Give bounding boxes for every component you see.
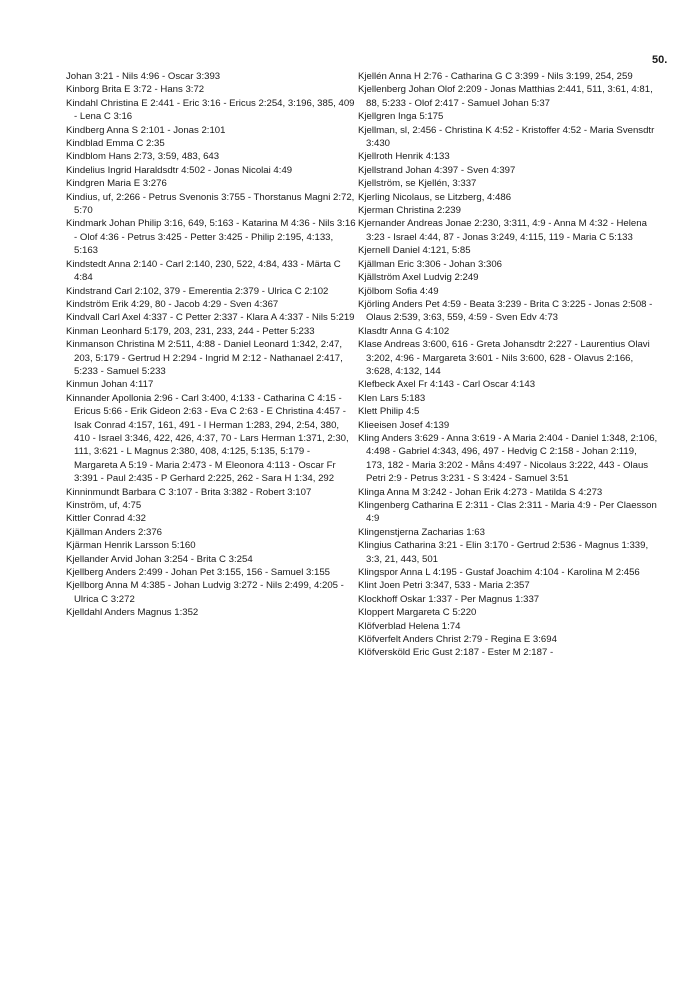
index-entry: Klingenberg Catharina E 2:311 - Clas 2:311 - Maria 4:9 - Per Claesson 4:9	[358, 500, 657, 525]
index-entry: Kjellander Arvid Johan 3:254 - Brita C 3:254	[66, 553, 253, 565]
index-entry: Klinga Anna M 3:242 - Johan Erik 4:273 - Matilda S 4:273	[358, 486, 603, 498]
index-entry: Klefbeck Axel Fr 4:143 - Carl Oscar 4:143	[358, 379, 536, 391]
index-entry: Kinström, uf, 4:75	[66, 500, 142, 511]
index-entry: Kloppert Margareta C 5:220	[358, 607, 477, 619]
index-entry: Kinnander Apollonia 2:96 - Carl 3:400, 4:133 - Catharina C 4:15 - Ericus 5:66 - Erik Gideon 2:63 - Eva C 2:63 - E Christina 4:457 - Isak Conrad 4:157, 161, 491 - I Herman 1:283, 294, 2:54, 380, 410 - Israel 3:346, 422, 426, 4:37, 70 - Lars Herman 1:371, 2:30, 111, 3:621 - L Magnus 2:380, 408, 4:125, 5:135, 5:179 - Margareta A 5:19 - Maria 2:473 - M Eleonora 4:113 - Oscar Fr 3:391 - Paul 2:435 - P Gerhard 2:225, 262 - Sara H 1:34, 292	[66, 392, 349, 485]
index-entry: Kindius, uf, 2:266 - Petrus Svenonis 3:755 - Thorstanus Magni 2:72, 5:70	[66, 191, 355, 217]
index-entry: Kjellberg Anders 2:499 - Johan Pet 3:155, 156 - Samuel 3:155	[66, 567, 331, 579]
index-entry: Kjällman Anders 2:376	[66, 526, 162, 538]
index-entry: Kjellroth Henrik 4:133	[358, 151, 450, 163]
index-entry: Klasdtr Anna G 4:102	[358, 325, 450, 337]
index-entry: Kjellstrand Johan 4:397 - Sven 4:397	[358, 164, 516, 176]
page-number: 50.	[652, 54, 668, 66]
index-entry: Kjellström, se Kjellén, 3:337	[358, 178, 477, 190]
index-entry: Kindblom Hans 2:73, 3:59, 483, 643	[66, 151, 220, 163]
index-column-left	[66, 70, 356, 620]
index-entry: Kling Anders 3:629 - Anna 3:619 - A Maria 2:404 - Daniel 1:348, 2:106, 4:498 - Gabriel 4:343, 496, 497 - Hedvig C 2:158 - Johan 2:119, 173, 182 - Maria 3:202 - Måns 4:497 - Nicolaus 3:222, 443 - Olaus Petri 2:9 - Petrus 3:231 - S 3:424 - Samuel 3:51	[358, 432, 658, 485]
index-entry: Klöfverfelt Anders Christ 2:79 - Regina E 3:694	[358, 634, 557, 646]
index-entry: Kjelldahl Anders Magnus 1:352	[66, 607, 199, 619]
index-entry: Kindgren Maria E 3:276	[66, 178, 167, 190]
index-entry: Klingius Catharina 3:21 - Elin 3:170 - Gertrud 2:536 - Magnus 1:339, 3:3, 21, 443, 501	[358, 540, 649, 565]
index-entry: Kjellén Anna H 2:76 - Catharina G C 3:399 - Nils 3:199, 254, 259	[358, 71, 633, 82]
index-entry: Klöfversköld Eric Gust 2:187 - Ester M 2:187 -	[358, 647, 554, 659]
index-column-right	[358, 70, 658, 660]
index-entry: Kinmun Johan 4:117	[66, 379, 154, 391]
index-entry: Kindelius Ingrid Haraldsdtr 4:502 - Jonas Nicolai 4:49	[66, 164, 293, 176]
index-entry: Kindblad Emma C 2:35	[66, 138, 165, 150]
index-entry: Johan 3:21 - Nils 4:96 - Oscar 3:393	[66, 71, 221, 82]
index-entry: Kinmanson Christina M 2:511, 4:88 - Daniel Leonard 1:342, 2:47, 203, 5:179 - Gertrud H 2:294 - Ingrid M 2:12 - Nathanael 2:417, 5:233 - Samuel 5:233	[66, 339, 343, 377]
index-entry: Kjärman Henrik Larsson 5:160	[66, 540, 196, 552]
index-entry: Kindmark Johan Philip 3:16, 649, 5:163 - Katarina M 4:36 - Nils 3:16 - Olof 4:36 - Petrus 3:425 - Petter 3:425 - Philip 2:195, 4:133, 5:163	[66, 218, 356, 257]
index-entry: Kjällman Eric 3:306 - Johan 3:306	[358, 258, 502, 270]
index-entry: Kittler Conrad 4:32	[66, 513, 146, 525]
index-entry: Kjällström Axel Ludvig 2:249	[358, 272, 479, 284]
index-entry: Klieeisen Josef 4:139	[358, 419, 450, 431]
index-entry: Klingenstjerna Zacharias 1:63	[358, 526, 485, 538]
index-entry: Kjölbom Sofia 4:49	[358, 285, 439, 297]
index-entry: Klöfverblad Helena 1:74	[358, 620, 461, 632]
index-entry: Klett Philip 4:5	[358, 406, 420, 418]
index-entry: Klase Andreas 3:600, 616 - Greta Johansdtr 2:227 - Laurentius Olavi 3:202, 4:96 - Margareta 3:601 - Nils 3:600, 628 - Olavus 2:166, 3:628, 4:132, 144	[358, 339, 650, 377]
index-entry: Kindström Erik 4:29, 80 - Jacob 4:29 - Sven 4:367	[66, 298, 279, 310]
index-entry: Kindahl Christina E 2:441 - Eric 3:16 - Ericus 2:254, 3:196, 385, 409 - Lena C 3:16	[66, 97, 355, 123]
index-entry: Kjellman, sl, 2:456 - Christina K 4:52 - Kristoffer 4:52 - Maria Svensdtr 3:430	[358, 124, 655, 150]
index-entry: Klingspor Anna L 4:195 - Gustaf Joachim 4:104 - Karolina M 2:456	[358, 567, 640, 579]
index-entry: Kindvall Carl Axel 4:337 - C Petter 2:337 - Klara A 4:337 - Nils 5:219	[66, 312, 355, 324]
index-entry: Klint Joen Petri 3:347, 533 - Maria 2:357	[358, 580, 530, 592]
index-entry: Klen Lars 5:183	[358, 392, 426, 404]
index-entry: Kinman Leonhard 5:179, 203, 231, 233, 244 - Petter 5:233	[66, 325, 315, 337]
index-entry: Kjellgren Inga 5:175	[358, 111, 444, 123]
index-entry: Kjernander Andreas Jonae 2:230, 3:311, 4:9 - Anna M 4:32 - Helena 3:23 - Israel 4:44, 87 - Jonas 3:249, 4:115, 119 - Maria C 5:133	[358, 218, 647, 243]
index-entry: Kjerling Nicolaus, se Litzberg, 4:486	[358, 191, 512, 203]
index-entry: Kjerman Christina 2:239	[358, 205, 461, 217]
index-entry: Kindstrand Carl 2:102, 379 - Emerentia 2:379 - Ulrica C 2:102	[66, 285, 329, 297]
index-entry: Klockhoff Oskar 1:337 - Per Magnus 1:337	[358, 593, 540, 605]
index-entry: Kjernell Daniel 4:121, 5:85	[358, 245, 471, 257]
index-entry: Kjellenberg Johan Olof 2:209 - Jonas Matthias 2:441, 511, 3:61, 4:81, 88, 5:233 - Olof 2:417 - Samuel Johan 5:37	[358, 84, 653, 109]
index-entry: Kinninmundt Barbara C 3:107 - Brita 3:382 - Robert 3:107	[66, 486, 312, 498]
index-entry: Kjellborg Anna M 4:385 - Johan Ludvig 3:272 - Nils 2:499, 4:205 - Ulrica C 3:272	[66, 580, 344, 605]
index-entry: Kinborg Brita E 3:72 - Hans 3:72	[66, 84, 205, 96]
index-entry: Kindberg Anna S 2:101 - Jonas 2:101	[66, 124, 226, 136]
index-entry: Kindstedt Anna 2:140 - Carl 2:140, 230, 522, 4:84, 433 - Märta C 4:84	[66, 258, 341, 284]
index-entry: Kjörling Anders Pet 4:59 - Beata 3:239 - Brita C 3:225 - Jonas 2:508 - Olaus 2:539, 3:63, 559, 4:59 - Sven Edv 4:73	[358, 298, 653, 324]
